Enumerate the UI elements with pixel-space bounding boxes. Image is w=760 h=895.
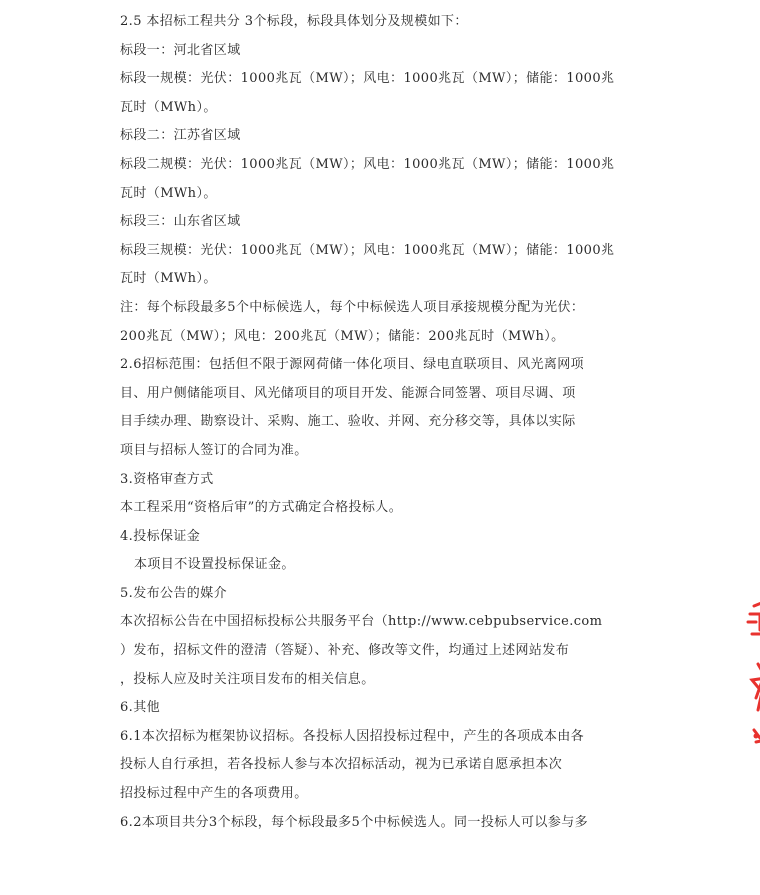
lot-1-scale-cont: 瓦时（MWh）。 (120, 99, 217, 115)
section-4-body: 本项目不设置投标保证金。 (134, 557, 295, 573)
section-2-6-scope-cont-1: 目、用户侧储能项目、风光储项目的项目开发、能源合同签署、项目尽调、项 (120, 385, 576, 401)
document-body (120, 8, 640, 837)
lot-3-title: 标段三：山东省区域 (120, 214, 241, 230)
section-4-heading: 4.投标保证金 (120, 528, 201, 544)
lot-2-scale-cont: 瓦时（MWh）。 (120, 185, 217, 201)
red-seal-stamp (736, 600, 760, 770)
note-line-cont: 200兆瓦（MW）；风电：200兆瓦（MW）；储能：200兆瓦时（MWh）。 (120, 328, 565, 344)
section-6-2-body: 6.2本项目共分3个标段，每个标段最多5个中标候选人。同一投标人可以参与多 (120, 814, 589, 830)
section-6-1-body-cont-1: 投标人自行承担，若各投标人参与本次招标活动，视为已承诺自愿承担本次 (120, 757, 563, 773)
lot-1-scale: 标段一规模：光伏：1000兆瓦（MW）；风电：1000兆瓦（MW）；储能：1000兆 (120, 71, 615, 87)
section-2-5-heading: 2.5 本招标工程共分 3个标段，标段具体划分及规模如下： (120, 14, 468, 29)
section-2-6-scope-cont-2: 目手续办理、勘察设计、采购、施工、验收、并网、充分移交等，具体以实际 (120, 414, 576, 430)
section-5-body: 本次招标公告在中国招标投标公共服务平台（http://www.cebpubservice.com (120, 614, 603, 630)
lot-2-title: 标段二：江苏省区域 (120, 128, 241, 144)
section-3-body: 本工程采用“资格后审”的方式确定合格投标人。 (120, 500, 403, 516)
note-line: 注：每个标段最多5个中标候选人，每个中标候选人项目承接规模分配为光伏： (120, 299, 585, 315)
section-5-heading: 5.发布公告的媒介 (120, 585, 228, 601)
section-6-1-body: 6.1本次招标为框架协议招标。各投标人因招投标过程中，产生的各项成本由各 (120, 728, 585, 744)
lot-2-scale: 标段二规模：光伏：1000兆瓦（MW）；风电：1000兆瓦（MW）；储能：1000兆 (120, 156, 615, 172)
section-5-body-cont-1: ）发布，招标文件的澄清（答疑）、补充、修改等文件，均通过上述网站发布 (120, 643, 570, 659)
lot-3-scale: 标段三规模：光伏：1000兆瓦（MW）；风电：1000兆瓦（MW）；储能：1000兆 (120, 242, 615, 258)
section-2-6-scope-cont-3: 项目与招标人签订的合同为准。 (120, 442, 308, 458)
section-3-heading: 3.资格审查方式 (120, 471, 214, 487)
section-5-body-cont-2: ，投标人应及时关注项目发布的相关信息。 (120, 671, 375, 687)
section-6-1-body-cont-2: 招投标过程中产生的各项费用。 (120, 786, 308, 802)
section-2-6-scope: 2.6招标范围：包括但不限于源网荷储一体化项目、绿电直联项目、风光离网项 (120, 357, 585, 373)
section-6-heading: 6.其他 (120, 700, 161, 716)
lot-1-title: 标段一：河北省区域 (120, 42, 241, 58)
lot-3-scale-cont: 瓦时（MWh）。 (120, 271, 217, 287)
